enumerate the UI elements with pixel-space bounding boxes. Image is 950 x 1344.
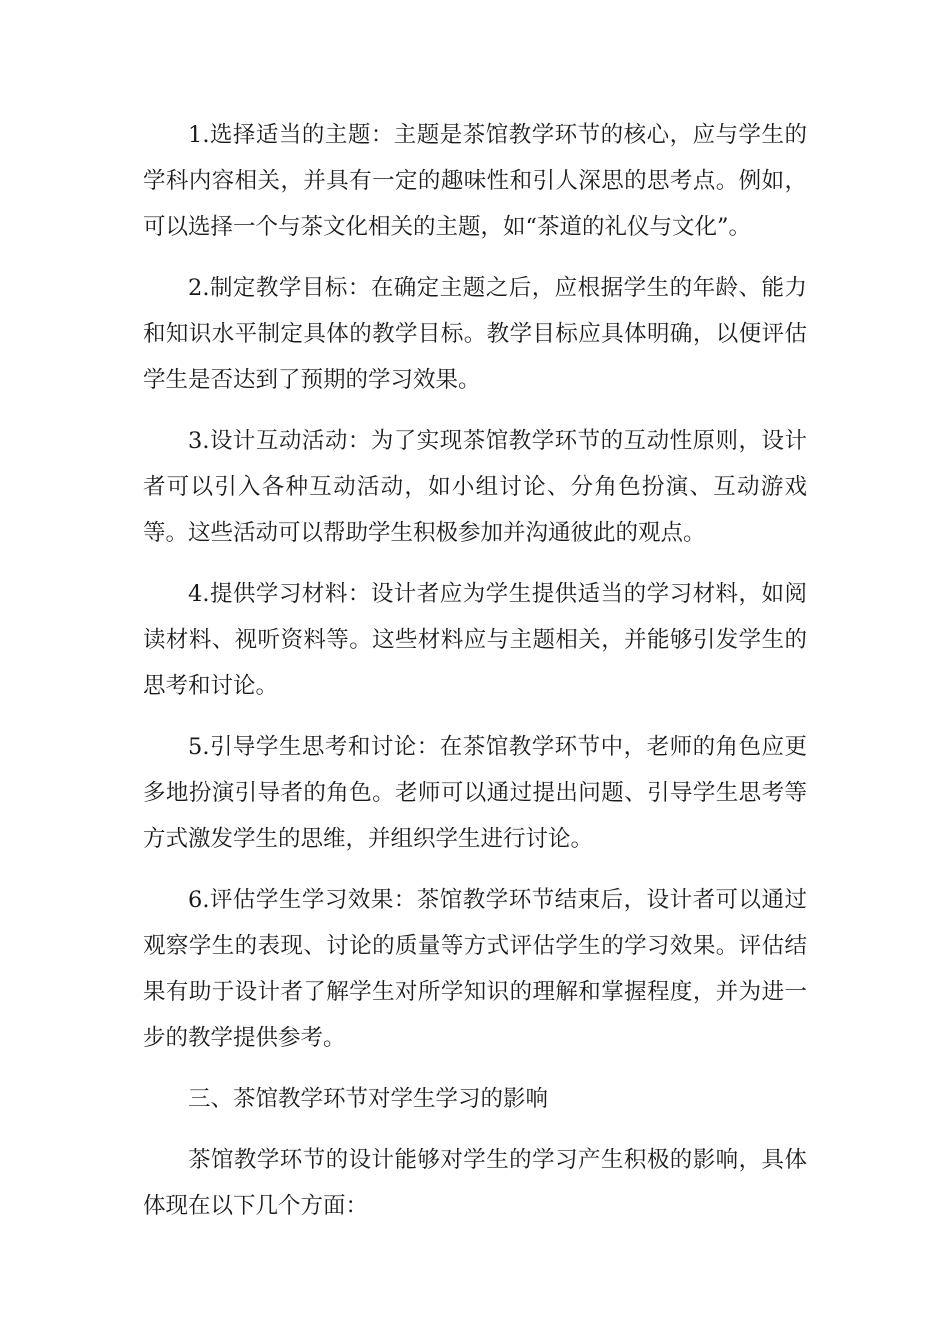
paragraph-select-topic: 1.选择适当的主题：主题是茶馆教学环节的核心，应与学生的学科内容相关，并具有一定的趣味性和引人深思的思考点。例如，可以选择一个与茶文化相关的主题，如“茶道的礼仪与文化”。 (143, 122, 807, 240)
paragraph-learning-materials: 4.提供学习材料：设计者应为学生提供适当的学习材料，如阅读材料、视听资料等。这些材料应与主题相关，并能够引发学生的思考和讨论。 (143, 581, 807, 699)
paragraph-closing: 茶馆教学环节的设计能够对学生的学习产生积极的影响，具体体现在以下几个方面： (143, 1147, 807, 1219)
paragraph-interactive-activities: 3.设计互动活动：为了实现茶馆教学环节的互动性原则，设计者可以引入各种互动活动，如小组讨论、分角色扮演、互动游戏等。这些活动可以帮助学生积极参加并沟通彼此的观点。 (143, 428, 807, 546)
paragraph-teaching-goals: 2.制定教学目标：在确定主题之后，应根据学生的年龄、能力和知识水平制定具体的教学目标。教学目标应具体明确，以便评估学生是否达到了预期的学习效果。 (143, 275, 807, 393)
paragraph-guide-discussion: 5.引导学生思考和讨论：在茶馆教学环节中，老师的角色应更多地扮演引导者的角色。老师可以通过提出问题、引导学生思考等方式激发学生的思维，并组织学生进行讨论。 (143, 734, 807, 852)
section-heading: 三、茶馆教学环节对学生学习的影响 (188, 1086, 549, 1112)
paragraph-evaluate-effect: 6.评估学生学习效果：茶馆教学环节结束后，设计者可以通过观察学生的表现、讨论的质量等方式评估学生的学习效果。评估结果有助于设计者了解学生对所学知识的理解和掌握程度，并为进一步的教学提供参考。 (143, 887, 807, 1051)
document-page (143, 112, 807, 1244)
